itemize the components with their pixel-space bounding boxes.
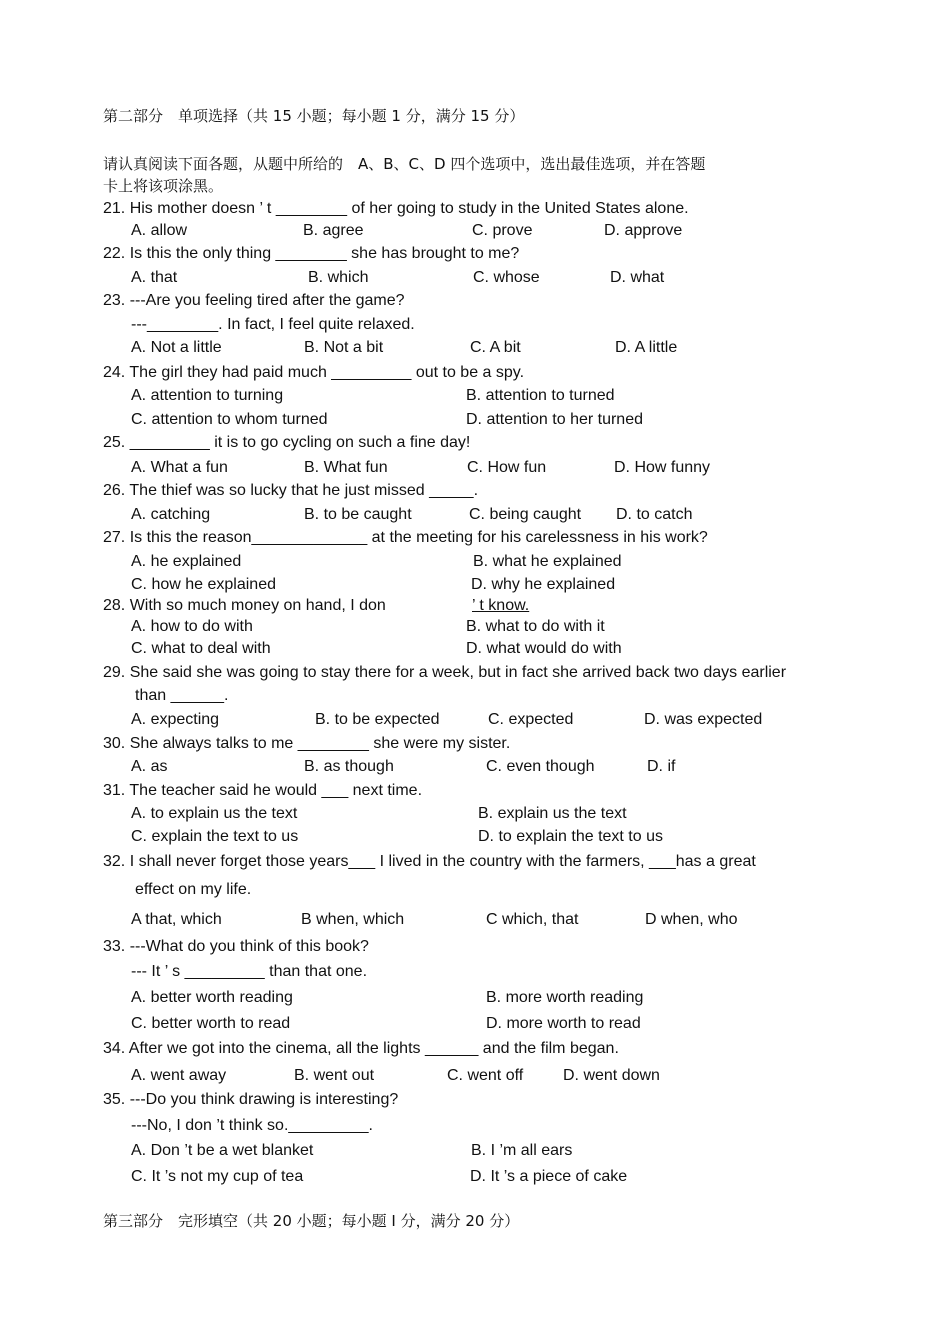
question-21-option-d: D. approve [604, 222, 683, 239]
question-28-stem-tail: ’ t know. [472, 597, 530, 614]
question-33-option-c: C. better worth to read [131, 1015, 291, 1032]
question-21-option-c: C. prove [472, 222, 533, 239]
question-26-option-a: A. catching [131, 506, 211, 523]
question-24-option-b: B. attention to turned [466, 387, 615, 404]
question-29-option-b: B. to be expected [315, 711, 440, 728]
question-27-stem: 27. Is this the reason_____________ at the meeting for his carelessness in his work? [103, 529, 708, 546]
question-30-option-d: D. if [647, 758, 676, 775]
question-29-stem: 29. She said she was going to stay there for a week, but in fact she arrived back two days earlier [103, 664, 787, 681]
question-24-option-c: C. attention to whom turned [131, 411, 328, 428]
question-34-option-a: A. went away [131, 1067, 227, 1084]
question-22-option-b: B. which [308, 269, 369, 286]
question-30-stem: 30. She always talks to me ________ she were my sister. [103, 735, 511, 752]
question-34-option-c: C. went off [447, 1067, 524, 1084]
question-23-option-d: D. A little [615, 339, 678, 356]
question-25-option-c: C. How fun [467, 459, 547, 476]
question-29-stem-line2: than ______. [135, 687, 229, 704]
question-31-option-b: B. explain us the text [478, 805, 627, 822]
question-25-option-b: B. What fun [304, 459, 388, 476]
question-27-option-b: B. what he explained [473, 553, 622, 570]
question-21-option-b: B. agree [303, 222, 364, 239]
question-31-option-c: C. explain the text to us [131, 828, 299, 845]
question-34-stem: 34. After we got into the cinema, all the lights ______ and the film began. [103, 1040, 619, 1057]
question-32-option-a: A that, which [131, 911, 222, 928]
part2-instruction-line1: 请认真阅读下面各题，从题中所给的 A、B、C、D 四个选项中，选出最佳选项，并在答题 [103, 155, 706, 173]
question-32-option-c: C which, that [486, 911, 579, 928]
question-24-option-d: D. attention to her turned [466, 411, 643, 428]
question-35-option-c: C. It ’s not my cup of tea [131, 1168, 304, 1185]
question-27-option-a: A. he explained [131, 553, 242, 570]
question-23-stem-line2: ---________. In fact, I feel quite relaxed. [131, 316, 415, 333]
question-31-option-a: A. to explain us the text [131, 805, 298, 822]
question-31-stem: 31. The teacher said he would ___ next time. [103, 782, 423, 799]
question-26-option-c: C. being caught [469, 506, 582, 523]
question-25-stem: 25. _________ it is to go cycling on such a fine day! [103, 434, 471, 451]
question-28-option-b: B. what to do with it [466, 618, 605, 635]
question-33-option-b: B. more worth reading [486, 989, 644, 1006]
question-32-option-b: B when, which [301, 911, 405, 928]
question-35-option-a: A. Don ’t be a wet blanket [131, 1142, 314, 1159]
question-26-option-b: B. to be caught [304, 506, 412, 523]
question-30-option-a: A. as [131, 758, 168, 775]
question-32-stem: 32. I shall never forget those years___ I lived in the country with the farmers, ___has a great [103, 853, 756, 870]
question-26-stem: 26. The thief was so lucky that he just missed _____. [103, 482, 479, 499]
question-22-option-d: D. what [610, 269, 665, 286]
question-21-stem: 21. His mother doesn ’ t ________ of her going to study in the United States alone. [103, 200, 689, 217]
question-29-option-a: A. expecting [131, 711, 220, 728]
question-33-stem: 33. ---What do you think of this book? [103, 938, 369, 955]
question-30-option-b: B. as though [304, 758, 394, 775]
part3-title: 第三部分 完形填空（共 20 小题；每小题 I 分，满分 20 分） [103, 1212, 520, 1230]
question-35-stem-line2: ---No, I don ’t think so._________. [131, 1117, 373, 1134]
question-33-stem-line2: --- It ’ s _________ than that one. [131, 963, 368, 980]
question-34-option-b: B. went out [294, 1067, 375, 1084]
question-24-stem: 24. The girl they had paid much _________ out to be a spy. [103, 364, 525, 381]
question-28-option-a: A. how to do with [131, 618, 253, 635]
question-25-option-a: A. What a fun [131, 459, 228, 476]
part2-instruction-line2: 卡上将该项涂黑。 [103, 177, 224, 195]
question-33-option-a: A. better worth reading [131, 989, 293, 1006]
question-35-stem: 35. ---Do you think drawing is interesting? [103, 1091, 399, 1108]
part2-title: 第二部分 单项选择（共 15 小题；每小题 1 分，满分 15 分） [103, 107, 525, 125]
question-27-option-c: C. how he explained [131, 576, 276, 593]
question-28-stem: 28. With so much money on hand, I don [103, 597, 386, 614]
question-22-stem: 22. Is this the only thing ________ she has brought to me? [103, 245, 520, 262]
question-30-option-c: C. even though [486, 758, 595, 775]
question-22-option-c: C. whose [473, 269, 540, 286]
question-23-option-b: B. Not a bit [304, 339, 384, 356]
question-23-stem: 23. ---Are you feeling tired after the game? [103, 292, 405, 309]
question-21-option-a: A. allow [131, 222, 188, 239]
question-31-option-d: D. to explain the text to us [478, 828, 663, 845]
question-32-option-d: D when, who [645, 911, 738, 928]
question-33-option-d: D. more worth to read [486, 1015, 641, 1032]
question-29-option-d: D. was expected [644, 711, 763, 728]
question-34-option-d: D. went down [563, 1067, 660, 1084]
question-23-option-c: C. A bit [470, 339, 521, 356]
question-29-option-c: C. expected [488, 711, 574, 728]
question-22-option-a: A. that [131, 269, 178, 286]
question-23-option-a: A. Not a little [131, 339, 222, 356]
question-26-option-d: D. to catch [616, 506, 693, 523]
question-24-option-a: A. attention to turning [131, 387, 284, 404]
question-32-stem-line2: effect on my life. [135, 881, 252, 898]
question-28-option-c: C. what to deal with [131, 640, 271, 657]
question-35-option-d: D. It ’s a piece of cake [470, 1168, 628, 1185]
question-35-option-b: B. I ’m all ears [471, 1142, 573, 1159]
question-28-option-d: D. what would do with [466, 640, 622, 657]
question-27-option-d: D. why he explained [471, 576, 616, 593]
question-25-option-d: D. How funny [614, 459, 711, 476]
